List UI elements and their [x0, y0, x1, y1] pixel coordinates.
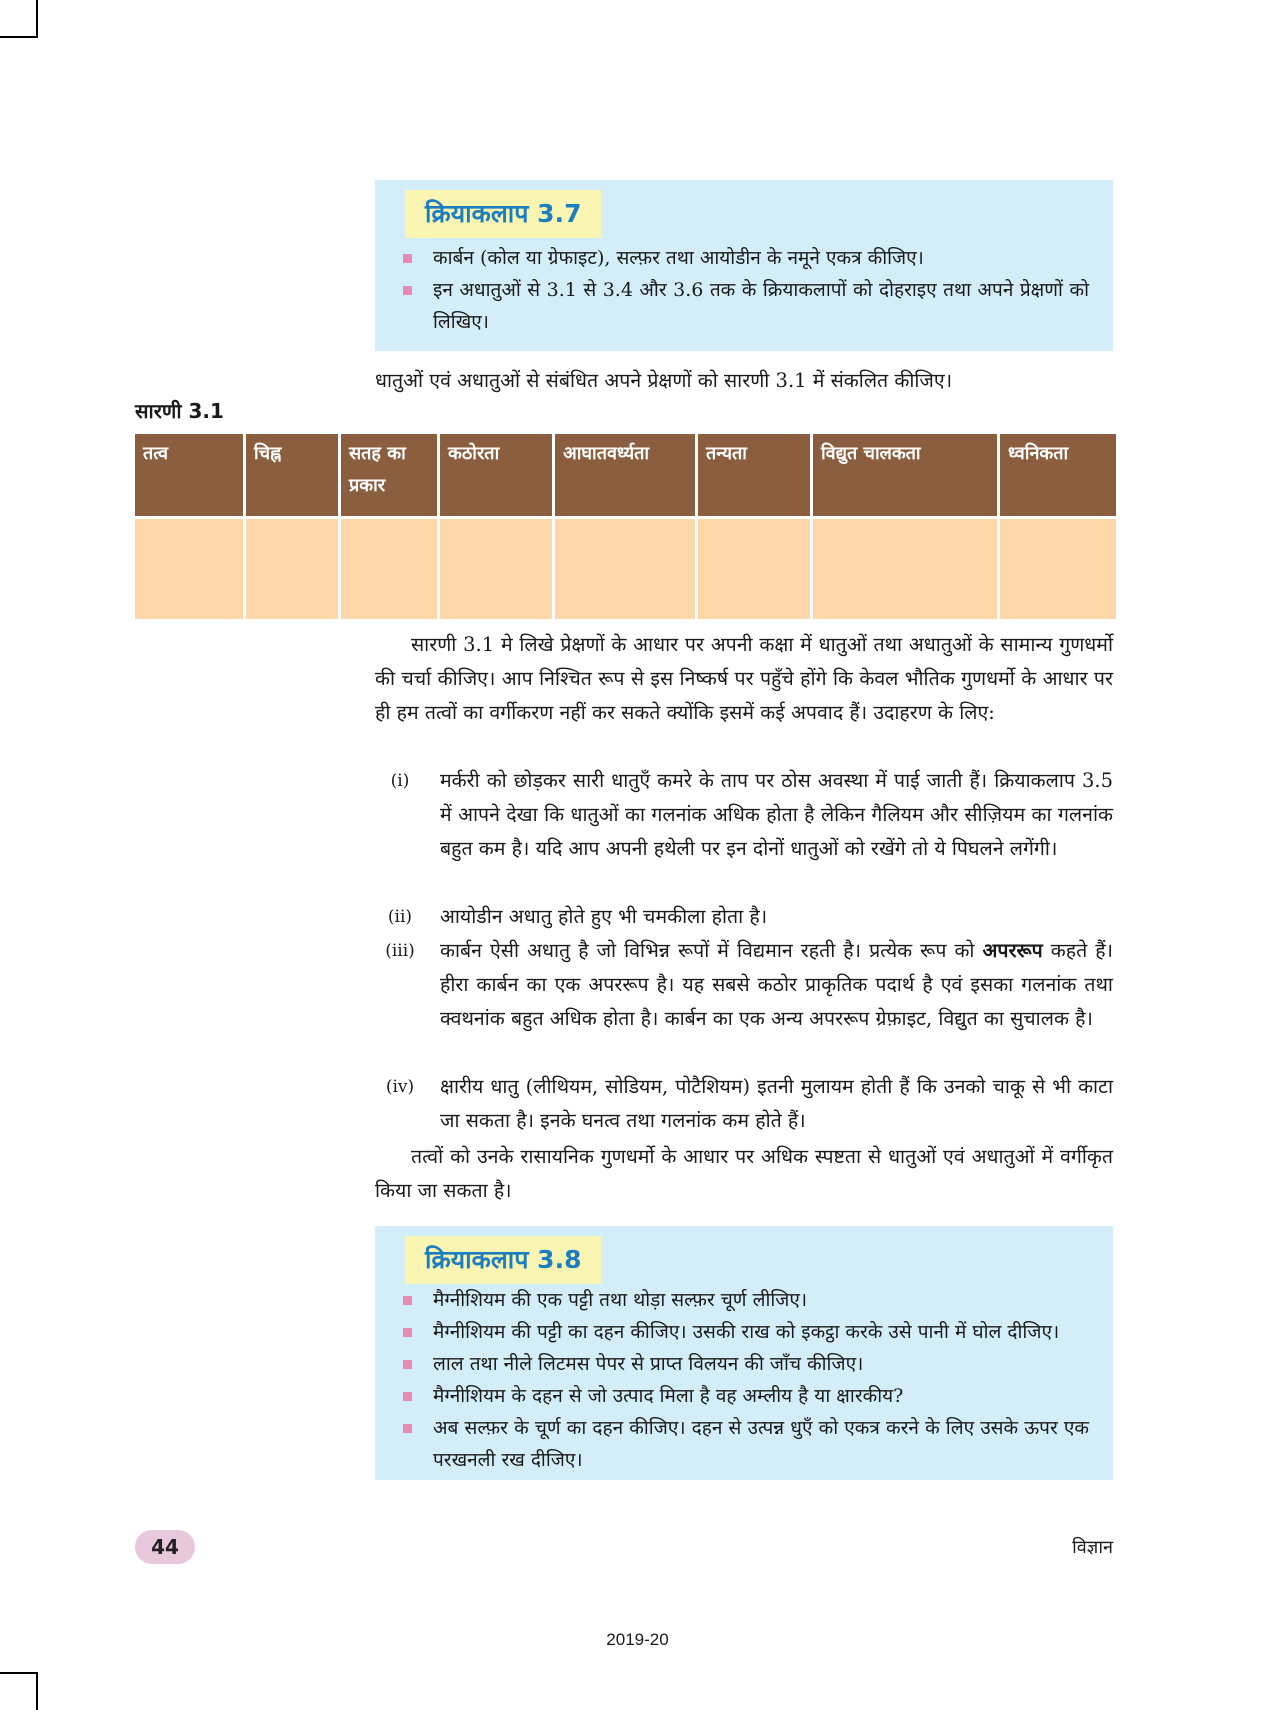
activity-3-8-title: क्रियाकलाप 3.8 [405, 1236, 601, 1284]
table-cell [135, 519, 243, 619]
table-caption: सारणी 3.1 [135, 399, 224, 423]
crop-mark [0, 1672, 38, 1674]
activity-3-8-box [375, 1226, 1113, 1480]
table-cell [341, 519, 437, 619]
table-cell [440, 519, 552, 619]
activity-3-7-title: क्रियाकलाप 3.7 [405, 190, 601, 238]
point-number: (iii) [385, 941, 415, 961]
point-text: कार्बन ऐसी अधातु है जो विभिन्न रूपों में विद्यमान रहती है। प्रत्येक रूप को अपररूप कहते हैं। हीरा कार्बन का एक अपररूप है। यह सबसे कठोर प्राकृतिक पदार्थ है एवं इसका गलनांक तथा क्वथनांक बहुत अधिक होता है। कार्बन का एक अन्य अपररूप ग्रेफ़ाइट, विद्युत का सुचालक है। [440, 939, 1113, 1030]
point-number: (i) [390, 771, 410, 791]
square-bullet-icon [403, 1296, 412, 1305]
list-item: मैग्नीशियम की एक पट्टी तथा थोड़ा सल्फ़र चूर्ण लीजिए। [403, 1284, 1089, 1316]
table-row [135, 519, 1116, 619]
point-number: (iv) [385, 1077, 415, 1097]
point-text: मर्करी को छोड़कर सारी धातुएँ कमरे के ताप पर ठोस अवस्था में पाई जाती हैं। क्रियाकलाप 3.5 में आपने देखा कि धातुओं का गलनांक अधिक होता है लेकिन गैलियम और सीज़ियम का गलनांक बहुत कम है। यदि आप अपनी हथेली पर इन दोनों धातुओं को रखेंगे तो ये पिघलने लगेंगी। [440, 769, 1113, 860]
square-bullet-icon [403, 286, 412, 295]
intro-line: धातुओं एवं अधातुओं से संबंधित अपने प्रेक्षणों को सारणी 3.1 में संकलित कीजिए। [375, 369, 953, 392]
square-bullet-icon [403, 1424, 412, 1433]
table-cell [246, 519, 338, 619]
table-header: विद्युत चालकता [813, 434, 997, 519]
table-header: ध्वनिकता [1000, 434, 1116, 519]
activity-3-8-list [403, 1284, 1089, 1476]
activity-3-7-list [403, 242, 1089, 338]
list-item: अब सल्फ़र के चूर्ण का दहन कीजिए। दहन से उत्पन्न धुएँ को एकत्र करने के लिए उसके ऊपर एक परखनली रख दीजिए। [403, 1412, 1089, 1476]
paragraph-1: सारणी 3.1 मे लिखे प्रेक्षणों के आधार पर अपनी कक्षा में धातुओं तथा अधातुओं के सामान्य गुणधर्मो की चर्चा कीजिए। आप निश्चित रूप से इस निष्कर्ष पर पहुँचे होंगे कि केवल भौतिक गुणधर्मो के आधार पर ही हम तत्वों का वर्गीकरण नहीं कर सकते क्योंकि इसमें कई अपवाद हैं। उदाहरण के लिए: [375, 633, 1113, 724]
crop-mark [36, 1672, 38, 1710]
table-cell [555, 519, 695, 619]
list-item: कार्बन (कोल या ग्रेफाइट), सल्फ़र तथा आयोडीन के नमूने एकत्र कीजिए। [403, 242, 1089, 274]
list-item: मैग्नीशियम की पट्टी का दहन कीजिए। उसकी राख को इकट्ठा करके उसे पानी में घोल दीजिए। [403, 1316, 1089, 1348]
table-header: तन्यता [698, 434, 810, 519]
crop-mark [0, 36, 38, 38]
table-header: तत्व [135, 434, 243, 519]
paragraph-2: तत्वों को उनके रासायनिक गुणधर्मो के आधार पर अधिक स्पष्टता से धातुओं एवं अधातुओं में वर्गीकृत किया जा सकता है। [375, 1145, 1113, 1202]
point-text: आयोडीन अधातु होते हुए भी चमकीला होता है। [440, 905, 768, 928]
table-3-1 [132, 434, 1119, 619]
page-number-badge: 44 [135, 1530, 195, 1564]
square-bullet-icon [403, 1392, 412, 1401]
list-item: लाल तथा नीले लिटमस पेपर से प्राप्त विलयन की जाँच कीजिए। [403, 1348, 1089, 1380]
point-number: (ii) [387, 907, 413, 927]
crop-mark [36, 0, 38, 38]
table-header: सतह का प्रकार [341, 434, 437, 519]
square-bullet-icon [403, 254, 412, 263]
list-item: मैग्नीशियम के दहन से जो उत्पाद मिला है वह अम्लीय है या क्षारकीय? [403, 1380, 1089, 1412]
year-label: 2019-20 [606, 1630, 669, 1649]
table-cell [698, 519, 810, 619]
table-header: कठोरता [440, 434, 552, 519]
point-text: क्षारीय धातु (लीथियम, सोडियम, पोटैशियम) इतनी मुलायम होती हैं कि उनको चाकू से भी काटा जा सकता है। इनके घनत्व तथा गलनांक कम होते हैं। [440, 1075, 1113, 1132]
table-header: आघातवर्ध्यता [555, 434, 695, 519]
subject-label: विज्ञान [1072, 1537, 1113, 1558]
list-item: इन अधातुओं से 3.1 से 3.4 और 3.6 तक के क्रियाकलापों को दोहराइए तथा अपने प्रेक्षणों को लिखिए। [403, 274, 1089, 338]
table-cell [813, 519, 997, 619]
table-header: चिह्न [246, 434, 338, 519]
activity-3-7-box [375, 180, 1113, 351]
bold-term: अपररूप [982, 939, 1043, 962]
square-bullet-icon [403, 1328, 412, 1337]
table-cell [1000, 519, 1116, 619]
square-bullet-icon [403, 1360, 412, 1369]
